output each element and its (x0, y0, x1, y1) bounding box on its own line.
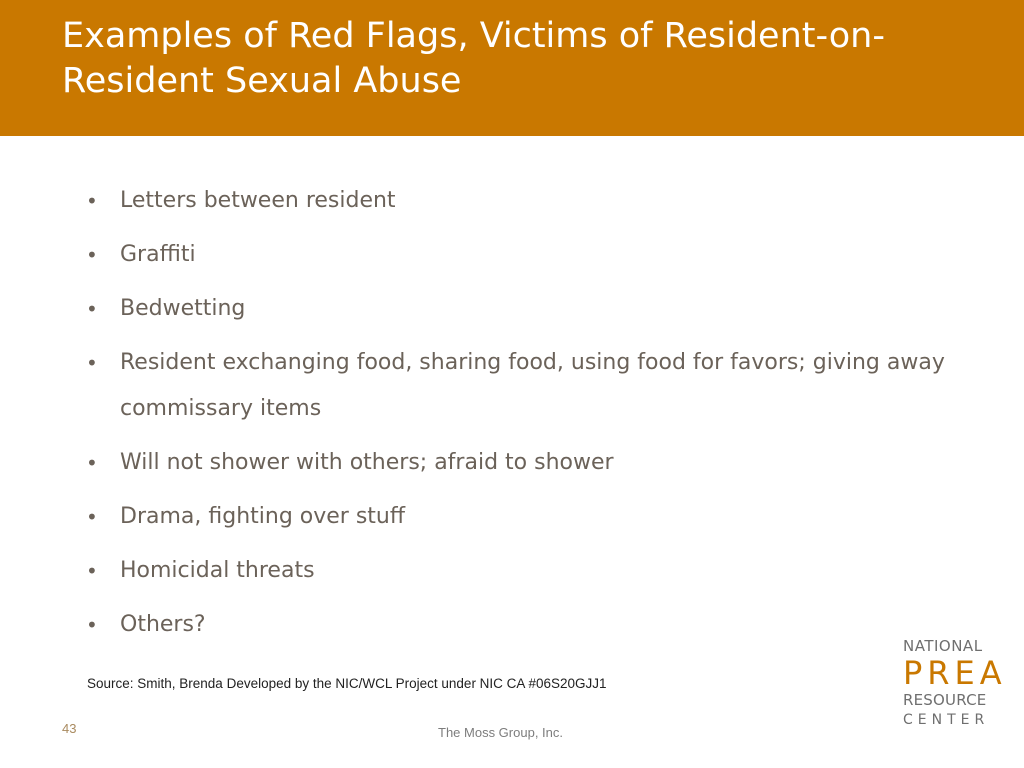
bullet-text: Graffiti (120, 242, 196, 267)
bullet-item (86, 548, 966, 594)
bullet-dot-icon: • (86, 297, 98, 321)
bullet-item (86, 340, 966, 432)
bullet-text: Will not shower with others; afraid to shower (120, 450, 614, 475)
logo-text-center: CENTER (903, 712, 990, 728)
slide-title: Examples of Red Flags, Victims of Resident-on-Resident Sexual Abuse (62, 16, 885, 101)
bullet-list (86, 178, 966, 656)
bullet-item (86, 494, 966, 540)
source-note: Source: Smith, Brenda Developed by the NIC/WCL Project under NIC CA #06S20GJJ1 (87, 676, 607, 691)
bullet-text: Letters between resident (120, 188, 396, 213)
page-number: 43 (62, 721, 77, 736)
bullet-dot-icon: • (86, 505, 98, 529)
bullet-dot-icon: • (86, 189, 98, 213)
bullet-text: Resident exchanging food, sharing food, using food for favors; giving away commissary items (120, 350, 945, 421)
prea-logo (903, 636, 1013, 730)
bullet-item (86, 440, 966, 486)
footer-company: The Moss Group, Inc. (438, 725, 563, 740)
logo-text-prea: PREA (903, 654, 1007, 692)
title-bar (0, 0, 1024, 136)
bullet-text: Others? (120, 612, 206, 637)
bullet-item (86, 178, 966, 224)
bullet-dot-icon: • (86, 559, 98, 583)
bullet-dot-icon: • (86, 451, 98, 475)
bullet-item (86, 286, 966, 332)
bullet-dot-icon: • (86, 243, 98, 267)
logo-text-national: NATIONAL (903, 637, 983, 655)
bullet-dot-icon: • (86, 351, 98, 375)
bullet-item (86, 232, 966, 278)
bullet-text: Drama, fighting over stuff (120, 504, 406, 529)
bullet-item (86, 602, 966, 648)
bullet-text: Homicidal threats (120, 558, 315, 583)
logo-text-resource: RESOURCE (903, 691, 987, 709)
bullet-dot-icon: • (86, 613, 98, 637)
bullet-text: Bedwetting (120, 296, 246, 321)
